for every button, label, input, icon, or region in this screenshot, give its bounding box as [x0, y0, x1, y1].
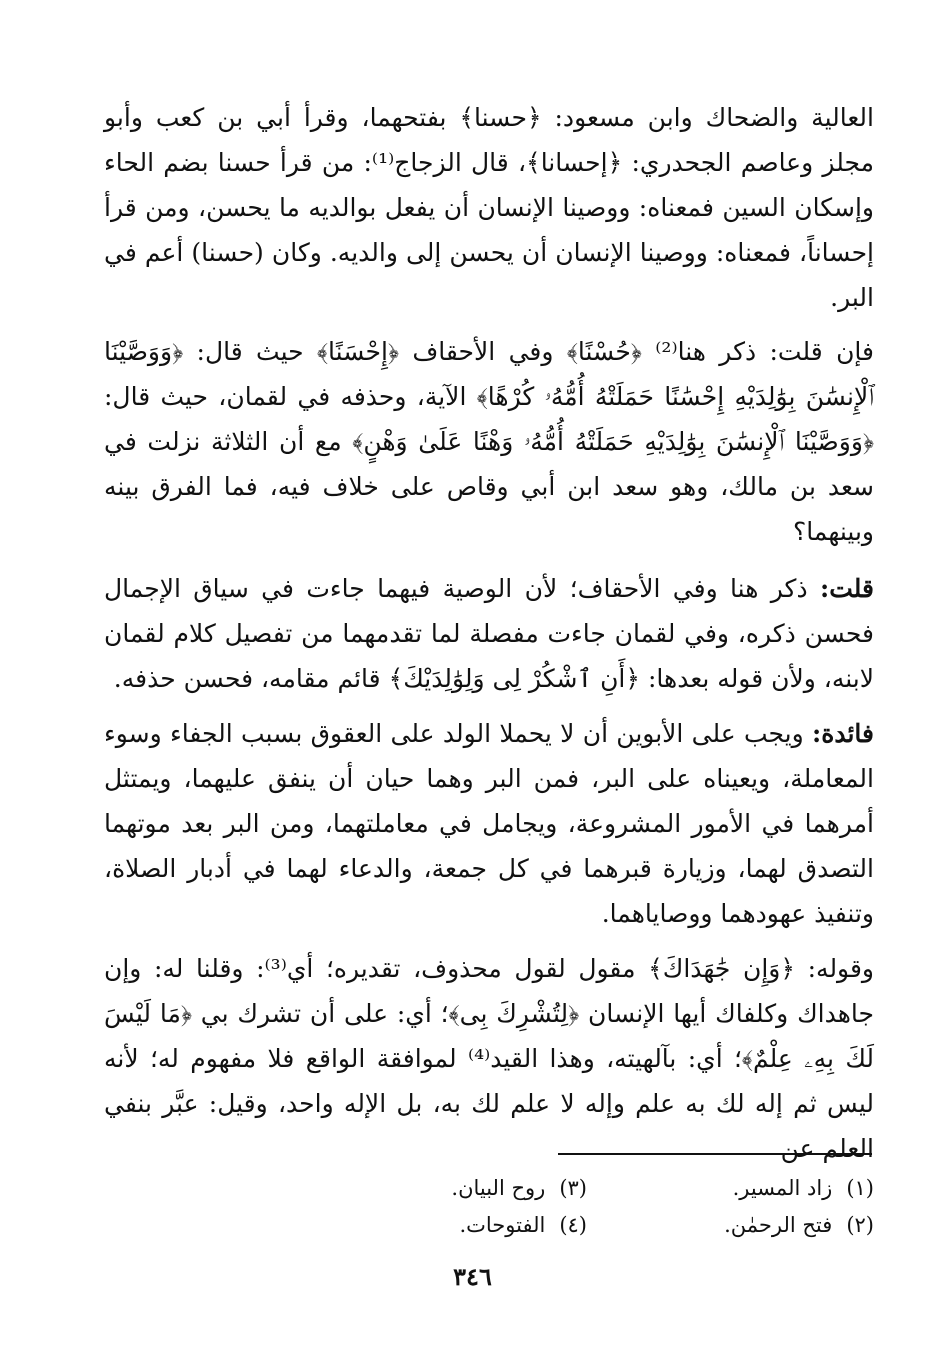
footnote-item [587, 1170, 874, 1207]
paragraph-1 [104, 95, 874, 320]
footnote-number: (٤) [559, 1213, 587, 1237]
paragraph-text: ويجب على الأبوين أن لا يحملا الولد على العقوق بسبب الجفاء وسوء المعاملة، ويعيناه على البر، فمن البر وهما حيان أن ينفق عليهما، ويمتثل أمرهما في الأمور المشروعة، ويجامل في معاملتهما، ومن البر بعد موتهما التصدق لهما، وزيارة قبرهما في كل جمعة، والدعاء لهما في أدبار الصلاة، وتنفيذ عهودهما ووصاياهما. [104, 719, 874, 928]
paragraph-text: ذكر هنا وفي الأحقاف؛ لأن الوصية فيهما جاءت في سياق الإجمال فحسن ذكره، وفي لقمان جاءت مفصلة لما تقدمهما من تفصيل كلام لقمان لابنه، ولأن قوله بعدها: ﴿أَنِ ٱشْكُرْ لِى وَلِوَٰلِدَيْكَ﴾ قائم مقامه، فحسن حذفه. [104, 574, 874, 693]
footnote-item [587, 1207, 874, 1244]
paragraph-lead: قلت: [819, 574, 874, 603]
footnote-text: زاد المسير. [732, 1176, 833, 1200]
footnote-item [300, 1170, 587, 1207]
paragraph-text: فإن قلت: ذكر هنا⁽²⁾ ﴿حُسْنًا﴾ وفي الأحقاف ﴿إِحْسَنًا﴾ حيث قال: ﴿وَوَصَّيْنَا ٱلْإِنسَٰنَ بِوَٰلِدَيْهِ إِحْسَٰنًا حَمَلَتْهُ أُمُّهُۥ كُرْهًا﴾ الآية، وحذفه في لقمان، حيث قال: ﴿وَوَصَّيْنَا ٱلْإِنسَٰنَ بِوَٰلِدَيْهِ حَمَلَتْهُ أُمُّهُۥ وَهْنًا عَلَىٰ وَهْنٍ﴾ مع أن الثلاثة نزلت في سعد بن مالك، وهو سعد ابن أبي وقاص على خلاف فيه، فما الفرق بينه وبينهما؟ [104, 337, 875, 546]
footnote-text: فتح الرحمٰن. [724, 1213, 833, 1237]
footnote-row [300, 1170, 874, 1207]
footnote-number: (١) [846, 1176, 874, 1200]
page-number: ٣٤٦ [453, 1262, 492, 1291]
footnote-text: الفتوحات. [459, 1213, 546, 1237]
paragraph-3 [104, 566, 874, 701]
paragraph-4 [104, 711, 874, 936]
footnote-item [300, 1207, 587, 1244]
footnote-text: روح البيان. [451, 1176, 546, 1200]
footnote-number: (٣) [559, 1176, 587, 1200]
paragraph-text: العالية والضحاك وابن مسعود: ﴿حسنا﴾ بفتحهما، وقرأ أبي بن كعب وأبو مجلز وعاصم الجحدري: ﴿إحسانا﴾، قال الزجاج⁽¹⁾: من قرأ حسنا بضم الحاء وإسكان السين فمعناه: ووصينا الإنسان أن يفعل بوالديه ما يحسن، ومن قرأ إحساناً، فمعناه: ووصينا الإنسان أن يحسن إلى والديه. وكان (حسنا) أعم في البر. [104, 103, 874, 312]
paragraph-lead: فائدة: [812, 719, 874, 748]
footnotes [300, 1170, 874, 1244]
footnote-separator [558, 1153, 872, 1155]
paragraph-text: وقوله: ﴿وَإِن جَٰهَدَاكَ﴾ مقول لقول محذوف، تقديره؛ أي⁽³⁾: وقلنا له: وإن جاهداك وكلفاك أيها الإنسان ﴿لِتُشْرِكَ بِى﴾؛ أي: على أن تشرك بي ﴿مَا لَيْسَ لَكَ بِهِۦ عِلْمٌ﴾؛ أي: بآلهيته، وهذا القيد⁽⁴⁾ لموافقة الواقع فلا مفهوم له؛ لأنه ليس ثم إله لك به علم وإله لا علم لك به، بل الإله واحد، وقيل: عبَّر بنفي العلم عن [104, 954, 875, 1163]
footnote-number: (٢) [846, 1213, 874, 1237]
footnote-row [300, 1207, 874, 1244]
paragraph-2 [104, 329, 874, 554]
paragraph-5 [104, 946, 874, 1171]
